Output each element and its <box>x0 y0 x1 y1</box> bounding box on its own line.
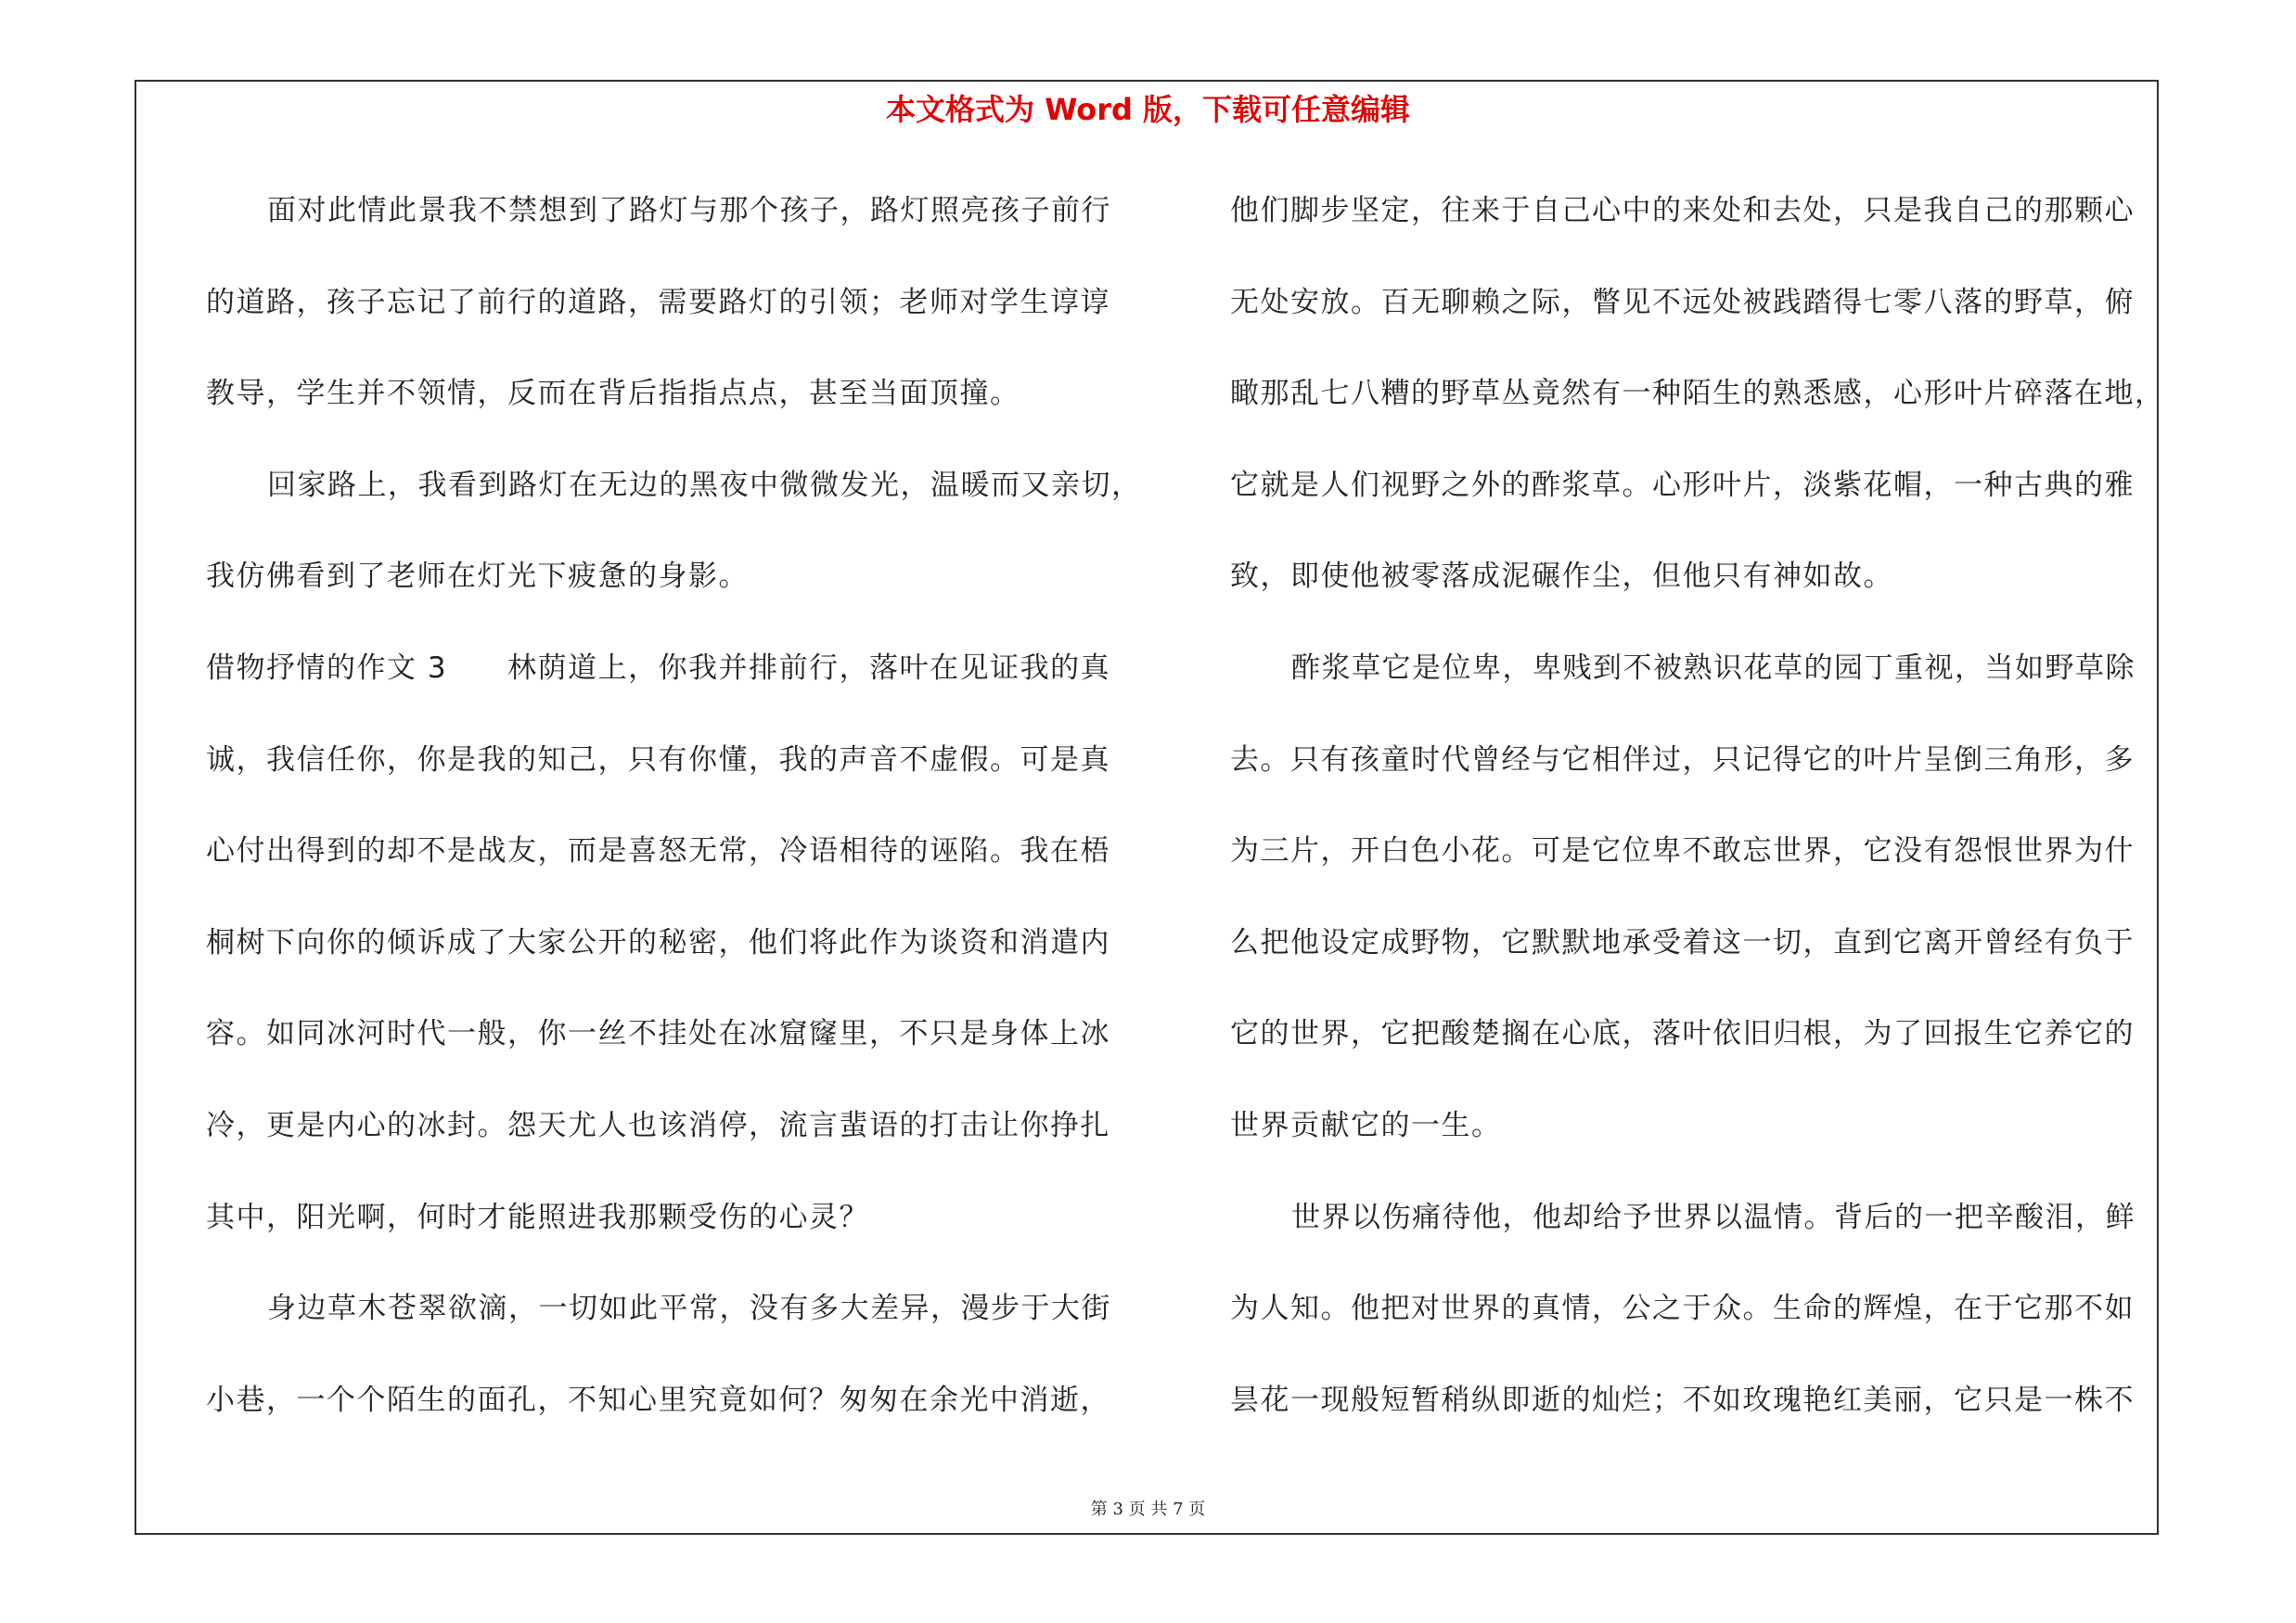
text-line: 世界贡献它的一生。 <box>1230 1108 1502 1142</box>
text-line: 的道路，孩子忘记了前行的道路，需要路灯的引领；老师对学生谆谆 <box>206 285 1110 319</box>
text-line: 其中，阳光啊，何时才能照进我那颗受伤的心灵？ <box>206 1200 869 1234</box>
text-line: 小巷，一个个陌生的面孔，不知心里究竟如何？匆匆在余光中消逝， <box>206 1383 1110 1417</box>
text-line: 借物抒情的作文 3 林荫道上，你我并排前行，落叶在见证我的真 <box>206 650 1111 685</box>
text-line: 他们脚步坚定，往来于自己心中的来处和去处，只是我自己的那颗心 <box>1230 194 2135 227</box>
text-line: 面对此情此景我不禁想到了路灯与那个孩子，路灯照亮孩子前行 <box>267 194 1111 227</box>
text-line: 致，即使他被零落成泥碾作尘，但他只有神如故。 <box>1230 560 1893 594</box>
text-line: 酢浆草它是位卑，卑贱到不被熟识花草的园丁重视，当如野草除 <box>1291 650 2136 685</box>
text-line: 诚，我信任你，你是我的知己，只有你懂，我的声音不虚假。可是真 <box>206 742 1110 777</box>
text-line: 回家路上，我看到路灯在无边的黑夜中微微发光，温暖而又亲切， <box>267 468 1142 502</box>
text-line: 昙花一现般短暂稍纵即逝的灿烂；不如玫瑰艳红美丽，它只是一株不 <box>1230 1383 2135 1417</box>
text-line: 为人知。他把对世界的真情，公之于众。生命的辉煌，在于它那不如 <box>1230 1292 2135 1326</box>
text-line: 容。如同冰河时代一般，你一丝不挂处在冰窟窿里，不只是身体上冰 <box>206 1017 1110 1051</box>
left-column <box>206 181 1142 1462</box>
text-line: 么把他设定成野物，它默默地承受着这一切，直到它离开曾经有负于 <box>1230 925 2135 960</box>
text-line: 瞰那乱七八糟的野草丛竟然有一种陌生的熟悉感，心形叶片碎落在地， <box>1230 377 2165 411</box>
right-column <box>1230 181 2165 1462</box>
text-line: 它的世界，它把酸楚搁在心底，落叶依旧归根，为了回报生它养它的 <box>1230 1017 2135 1051</box>
format-notice-banner: 本文格式为 Word 版，下载可任意编辑 <box>885 92 1411 127</box>
text-line: 它就是人们视野之外的酢浆草。心形叶片，淡紫花帽，一种古典的雅 <box>1230 468 2135 502</box>
text-line: 无处安放。百无聊赖之际，瞥见不远处被践踏得七零八落的野草，俯 <box>1230 285 2135 319</box>
text-line: 心付出得到的却不是战友，而是喜怒无常，冷语相待的诬陷。我在梧 <box>206 834 1110 869</box>
text-line: 我仿佛看到了老师在灯光下疲惫的身影。 <box>206 560 749 594</box>
text-line: 桐树下向你的倾诉成了大家公开的秘密，他们将此作为谈资和消遣内 <box>206 925 1110 960</box>
text-line: 教导，学生并不领情，反而在背后指指点点，甚至当面顶撞。 <box>206 377 1020 411</box>
text-line: 身边草木苍翠欲滴，一切如此平常，没有多大差异，漫步于大街 <box>267 1292 1111 1326</box>
text-line: 去。只有孩童时代曾经与它相伴过，只记得它的叶片呈倒三角形，多 <box>1230 742 2135 777</box>
page-number-footer: 第 3 页 共 7 页 <box>1090 1500 1206 1519</box>
text-line: 冷，更是内心的冰封。怨天尤人也该消停，流言蜚语的打击让你挣扎 <box>206 1108 1110 1142</box>
text-line: 为三片，开白色小花。可是它位卑不敢忘世界，它没有怨恨世界为什 <box>1230 834 2135 869</box>
text-line: 世界以伤痛待他，他却给予世界以温情。背后的一把辛酸泪，鲜 <box>1291 1200 2136 1234</box>
